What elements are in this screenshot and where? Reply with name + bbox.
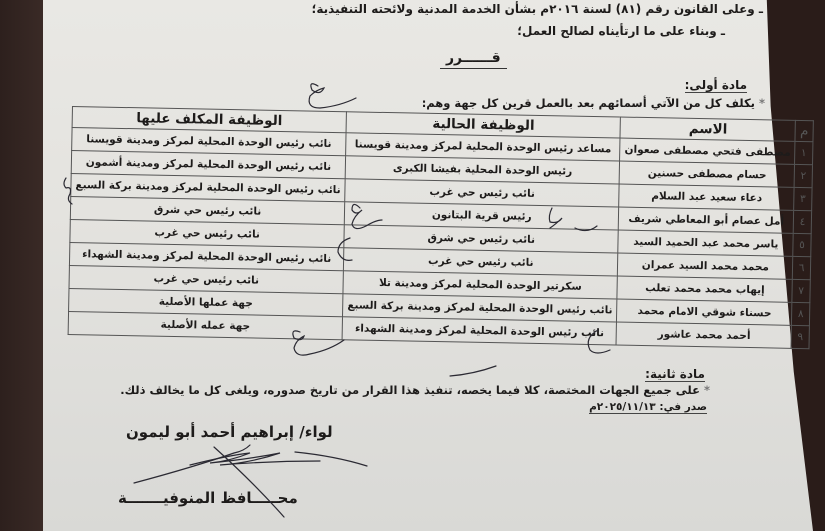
cell-current-job: نائب رئيس حي غرب bbox=[344, 248, 619, 276]
cell-current-job: سكرتير الوحدة المحلية لمركز ومدينة تلا bbox=[343, 271, 618, 299]
cell-assigned-job: نائب رئيس الوحدة المحلية لمركز ومدينة بركة السبع bbox=[71, 173, 346, 201]
assignments-table bbox=[68, 106, 814, 349]
cell-assigned-job: نائب رئيس حي غرب bbox=[69, 265, 344, 293]
cell-name: دعاء سعيد عبد السلام bbox=[619, 184, 794, 210]
cell-current-job: مساعد رئيس الوحدة المحلية لمركز ومدينة قويسنا bbox=[346, 133, 621, 161]
header-assigned-job: الوظيفة المكلف عليها bbox=[72, 107, 347, 133]
cell-num: ٨ bbox=[792, 302, 810, 325]
cell-num: ٣ bbox=[794, 187, 812, 210]
cell-num: ٥ bbox=[793, 233, 811, 256]
article-1-heading: مادة أولى: bbox=[684, 78, 747, 92]
header-current-job: الوظيفة الحالية bbox=[346, 112, 621, 138]
article-2-body: على جميع الجهات المختصة، كلا فيما يخصه، تنفيذ هذا القرار من تاريخ صدوره، ويلغى كل ما يخالف ذلك. bbox=[120, 383, 700, 397]
signatory-title: محـــــافظ المنوفيـــــــة bbox=[118, 489, 298, 507]
bullet-icon: * bbox=[758, 96, 765, 110]
cell-num: ٤ bbox=[794, 210, 812, 233]
cell-current-job: رئيس الوحدة المحلية بفيشا الكبرى bbox=[345, 156, 620, 184]
article-1-text bbox=[422, 96, 765, 110]
cell-assigned-job: نائب رئيس حي شرق bbox=[70, 196, 345, 224]
header-name: الاسم bbox=[620, 117, 795, 141]
article-2-heading: مادة ثانية: bbox=[645, 367, 705, 381]
article-1-body: يكلف كل من الآتي أسمائهم بعد بالعمل قرين كل جهة وهم: bbox=[421, 96, 755, 110]
cell-current-job: رئيس قرية البتانون bbox=[344, 202, 619, 230]
cell-assigned-job: نائب رئيس الوحدة المحلية لمركز ومدينة أشمون bbox=[71, 151, 346, 179]
cell-num: ٧ bbox=[792, 279, 810, 302]
cell-name: محمد محمد السيد عمران bbox=[618, 253, 793, 279]
cell-num: ١ bbox=[795, 141, 813, 164]
cell-assigned-job: نائب رئيس الوحدة المحلية لمركز ومدينة قويسنا bbox=[72, 128, 347, 156]
cell-assigned-job: نائب رئيس الوحدة المحلية لمركز ومدينة الشهداء bbox=[69, 242, 344, 270]
signatory-name: لواء/ إبراهيم أحمد أبو ليمون bbox=[126, 423, 333, 441]
decision-title: قــــــرر bbox=[440, 50, 507, 69]
cell-name: إيهاب محمد محمد تعلب bbox=[617, 276, 792, 302]
article-2-text bbox=[120, 383, 710, 397]
cell-name: ياسر محمد عبد الحميد السيد bbox=[618, 230, 793, 256]
cell-name: مصطفى فتحي مصطفى صعوان bbox=[620, 138, 795, 164]
cell-current-job: نائب رئيس حي غرب bbox=[345, 179, 620, 207]
header-num: م bbox=[795, 120, 813, 141]
cell-num: ٢ bbox=[794, 164, 812, 187]
cell-assigned-job: نائب رئيس حي غرب bbox=[70, 219, 345, 247]
cell-current-job: نائب رئيس الوحدة المحلية لمركز ومدينة الشهداء bbox=[342, 317, 617, 345]
cell-num: ٩ bbox=[791, 325, 809, 348]
cell-current-job: نائب رئيس الوحدة المحلية لمركز ومدينة بركة السبع bbox=[343, 294, 618, 322]
cell-name: حسام مصطفى حسنين bbox=[619, 161, 794, 187]
cell-num: ٦ bbox=[793, 256, 811, 279]
cell-name: أمل عصام أبو المعاطي شريف bbox=[619, 207, 794, 233]
cell-name: أحمد محمد عاشور bbox=[616, 322, 791, 348]
cell-assigned-job: جهة عملها الأصلية bbox=[69, 288, 344, 316]
preamble-law-reference: ـ وعلى القانون رقم (٨١) لسنة ٢٠١٦م بشأن الخدمة المدنية ولائحته التنفيذية؛ bbox=[311, 2, 763, 16]
cell-current-job: نائب رئيس حي شرق bbox=[344, 225, 619, 253]
issue-date: صدر في: ٢٠٢٥/١١/١٣م bbox=[589, 401, 707, 413]
bullet-icon: * bbox=[703, 383, 710, 397]
preamble-work-interest: ـ وبناء على ما ارتأيناه لصالح العمل؛ bbox=[517, 24, 725, 38]
cell-assigned-job: جهة عمله الأصلية bbox=[68, 311, 343, 339]
cell-name: حسناء شوقي الامام محمد bbox=[617, 299, 792, 325]
